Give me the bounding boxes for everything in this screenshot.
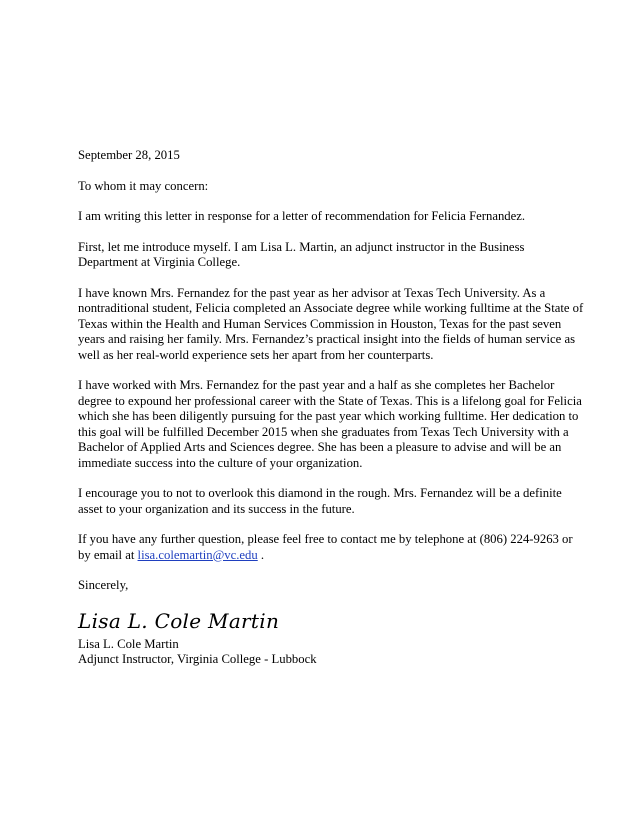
paragraph-line: Bachelor of Applied Arts and Sciences degree. She has been a pleasure to advise and will be an — [78, 440, 562, 454]
paragraph-line: I encourage you to not to overlook this diamond in the rough. Mrs. Fernandez will be a definite — [78, 486, 562, 500]
paragraph-line: I am writing this letter in response for a letter of recommendation for Felicia Fernandez. — [78, 209, 526, 223]
paragraph-work-history — [78, 378, 582, 471]
paragraph-line: asset to your organization and its success in the future. — [78, 501, 355, 516]
signer-title: Adjunct Instructor, Virginia College - Lubbock — [78, 652, 317, 666]
contact-suffix: . — [257, 547, 265, 562]
paragraph-line: well as her real-world experience sets her apart from her counterparts. — [78, 347, 434, 362]
signature-block — [78, 609, 578, 668]
paragraph-line: degree to expound her professional career with the State of Texas. This is a lifelong goal for Felicia — [78, 393, 582, 408]
paragraph-purpose — [78, 209, 578, 225]
paragraph-contact — [78, 532, 578, 563]
paragraph-line: Department at Virginia College. — [78, 255, 241, 269]
paragraph-background — [78, 285, 584, 364]
contact-line: If you have any further question, please feel free to contact me by telephone at (806) 224-9263 or — [78, 532, 573, 546]
paragraph-line: First, let me introduce myself. I am Lisa L. Martin, an adjunct instructor in the Business — [78, 239, 525, 254]
letter-salutation: To whom it may concern: — [78, 178, 209, 193]
letter-date: September 28, 2015 — [78, 148, 180, 162]
contact-prefix: by email at — [78, 547, 138, 562]
handwritten-signature: Lisa L. Cole Martin — [78, 608, 280, 633]
paragraph-introduction — [78, 240, 578, 271]
email-link[interactable]: lisa.colemartin@vc.edu — [137, 547, 258, 562]
signer-name: Lisa L. Cole Martin — [78, 636, 179, 651]
paragraph-line: this goal will be fulfilled December 2015 when she graduates from Texas Tech University with a — [78, 424, 569, 439]
paragraph-line: Texas within the Health and Human Services Commission in Houston, Texas for the past seven — [78, 316, 562, 331]
paragraph-line: I have worked with Mrs. Fernandez for the past year and a half as she completes her Bachelor — [78, 378, 555, 392]
contact-email-line — [78, 548, 578, 564]
paragraph-line: I have known Mrs. Fernandez for the past year as her advisor at Texas Tech University. As a — [78, 285, 546, 300]
paragraph-line: nontraditional student, Felicia completed an Associate degree while working fulltime at the State of — [78, 301, 584, 315]
paragraph-line: years and raising her family. Mrs. Fernandez’s practical insight into the fields of human service as — [78, 332, 576, 346]
paragraph-line: immediate success into the culture of your organization. — [78, 455, 363, 470]
letter-body — [78, 148, 584, 668]
letter-closing: Sincerely, — [78, 578, 129, 592]
paragraph-line: which she has been diligently pursuing for the past year which working fulltime. Her dedication to — [78, 409, 579, 423]
paragraph-encouragement — [78, 486, 578, 517]
